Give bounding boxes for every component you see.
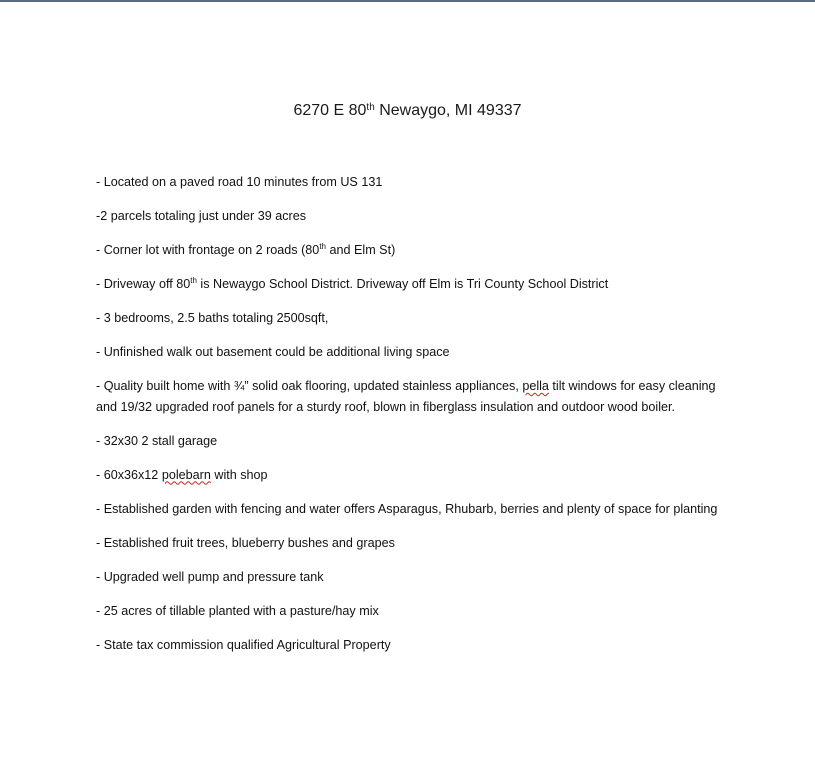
list-item-text: - Upgraded well pump and pressure tank [96,569,324,584]
list-item [96,206,721,227]
list-item-text: - Unfinished walk out basement could be additional living space [96,345,450,359]
list-item-text: - 3 bedrooms, 2.5 baths totaling 2500sqft, [96,311,329,325]
list-item-text: is Newaygo School District. Driveway off Elm is Tri County School District [196,277,609,291]
list-item-text: - Quality built home with ¾” solid oak flooring, updated stainless appliances, [96,379,523,393]
list-item-text: - 25 acres of tillable planted with a pasture/hay mix [96,603,379,618]
title-ordinal-suffix: th [366,102,375,113]
list-item [96,533,721,554]
page-title [0,101,815,121]
list-item [96,431,721,452]
list-item-text: - Located on a paved road 10 minutes from US 131 [96,175,383,189]
list-item [96,499,721,520]
list-item [96,240,721,261]
list-item [96,635,721,656]
list-item-text: - 60x36x12 [96,467,162,482]
list-item-text: - Established fruit trees, blueberry bushes and grapes [96,535,395,550]
list-item [96,274,721,295]
list-item [96,601,721,622]
list-item-text: and Elm St) [325,243,396,257]
ordinal-suffix: th [319,242,326,251]
title-address-part: 6270 E 80 [293,102,367,119]
list-item [96,376,721,417]
list-item-text: - 32x30 2 stall garage [96,433,218,448]
spellcheck-flagged-word[interactable]: pella [522,379,549,393]
list-item [96,308,721,329]
list-item [96,172,721,193]
list-item [96,567,721,588]
ordinal-suffix: th [190,276,197,285]
list-item-text: with shop [210,467,268,482]
list-item-text: - Driveway off 80 [96,277,191,291]
title-city-state-zip: Newaygo, MI 49337 [374,102,522,119]
list-item-text: -2 parcels totaling just under 39 acres [96,209,307,223]
list-item-text: tilt windows for easy cleaning and 19/32 upgraded roof panels for a sturdy roof, blown in fiberglass insulation and outdoor wood boiler. [96,379,716,414]
feature-list [96,172,721,669]
list-item-text: - State tax commission qualified Agricultural Property [96,637,391,652]
list-item-text: - Corner lot with frontage on 2 roads (80 [96,243,320,257]
list-item [96,342,721,363]
list-item [96,465,721,486]
list-item-text: - Established garden with fencing and water offers Asparagus, Rhubarb, berries and plenty of space for planting [96,501,718,516]
spellcheck-flagged-word[interactable]: polebarn [161,467,211,482]
